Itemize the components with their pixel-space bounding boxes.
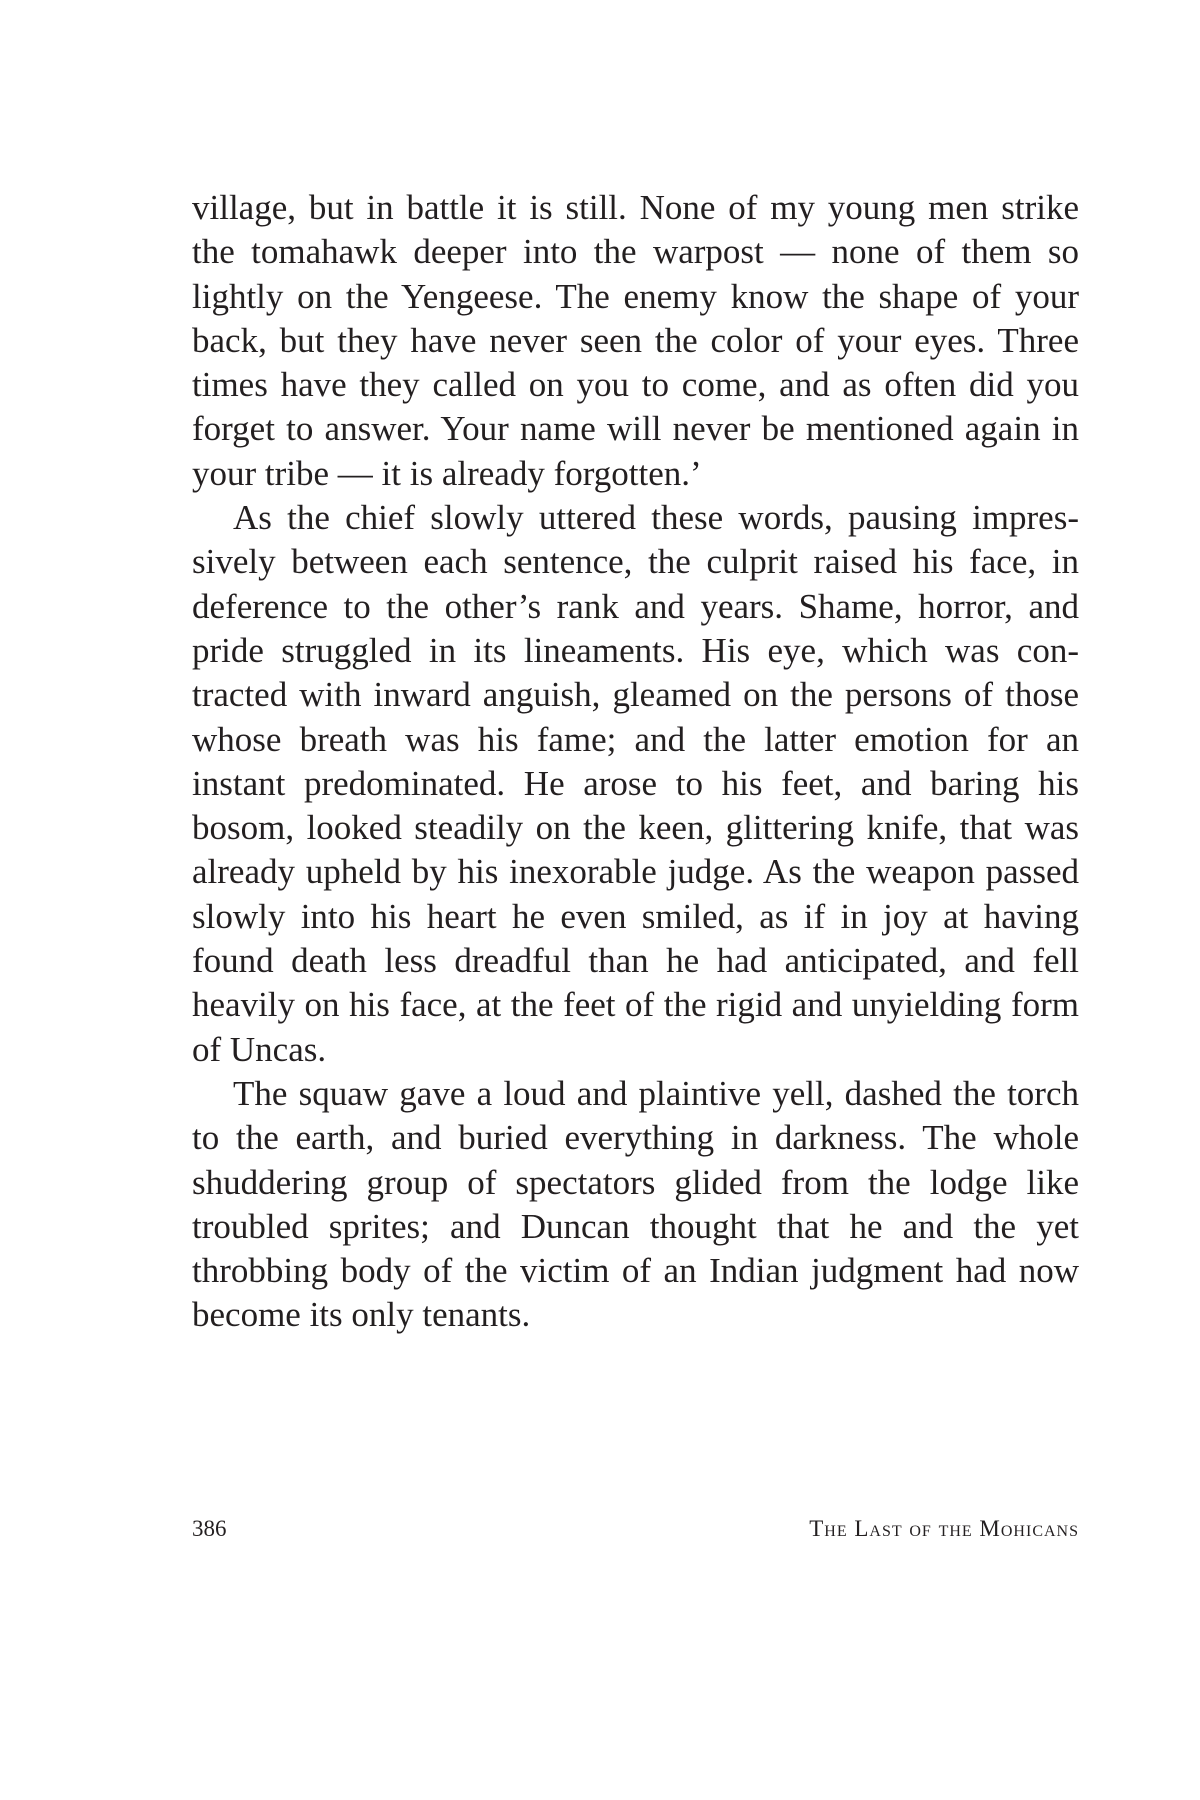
page-footer (192, 1514, 1079, 1544)
running-title: The Last of the Mohicans (809, 1516, 1079, 1541)
page-number: 386 (192, 1516, 227, 1541)
body-text (192, 186, 1079, 1338)
paragraph-chief-speech: As the chief slowly uttered these words, pausing impressively between each sentence, the culprit raised his face, in deference to the other’s rank and years. Shame, horror, and pride struggled in its lineaments. His eye, which was contracted with inward anguish, gleamed on the persons of those whose breath was his fame; and the latter emotion for an instant predominated. He arose to his feet, and baring his bosom, looked steadily on the keen, glittering knife, that was already upheld by his inexorable judge. As the weapon passed slowly into his heart he even smiled, as if in joy at having found death less dreadful than he had anticipated, and fell heavily on his face, at the feet of the rigid and unyielding form of Uncas. (192, 498, 1079, 1069)
paragraph-continued: village, but in battle it is still. None of my young men strike the tomahawk deeper into the warpost — none of them so lightly on the Yengeese. The enemy know the shape of your back, but they have never seen the color of your eyes. Three times have they called on you to come, and as often did you forget to answer. Your name will never be mentioned again in your tribe — it is already forgotten.’ (192, 188, 1079, 493)
paragraph-squaw-yell: The squaw gave a loud and plaintive yell, dashed the torch to the earth, and buried everything in darkness. The whole shuddering group of spectators glided from the lodge like troubled sprites; and Duncan thought that he and the yet throbbing body of the victim of an Indian judgment had now become its only tenants. (192, 1073, 1079, 1335)
